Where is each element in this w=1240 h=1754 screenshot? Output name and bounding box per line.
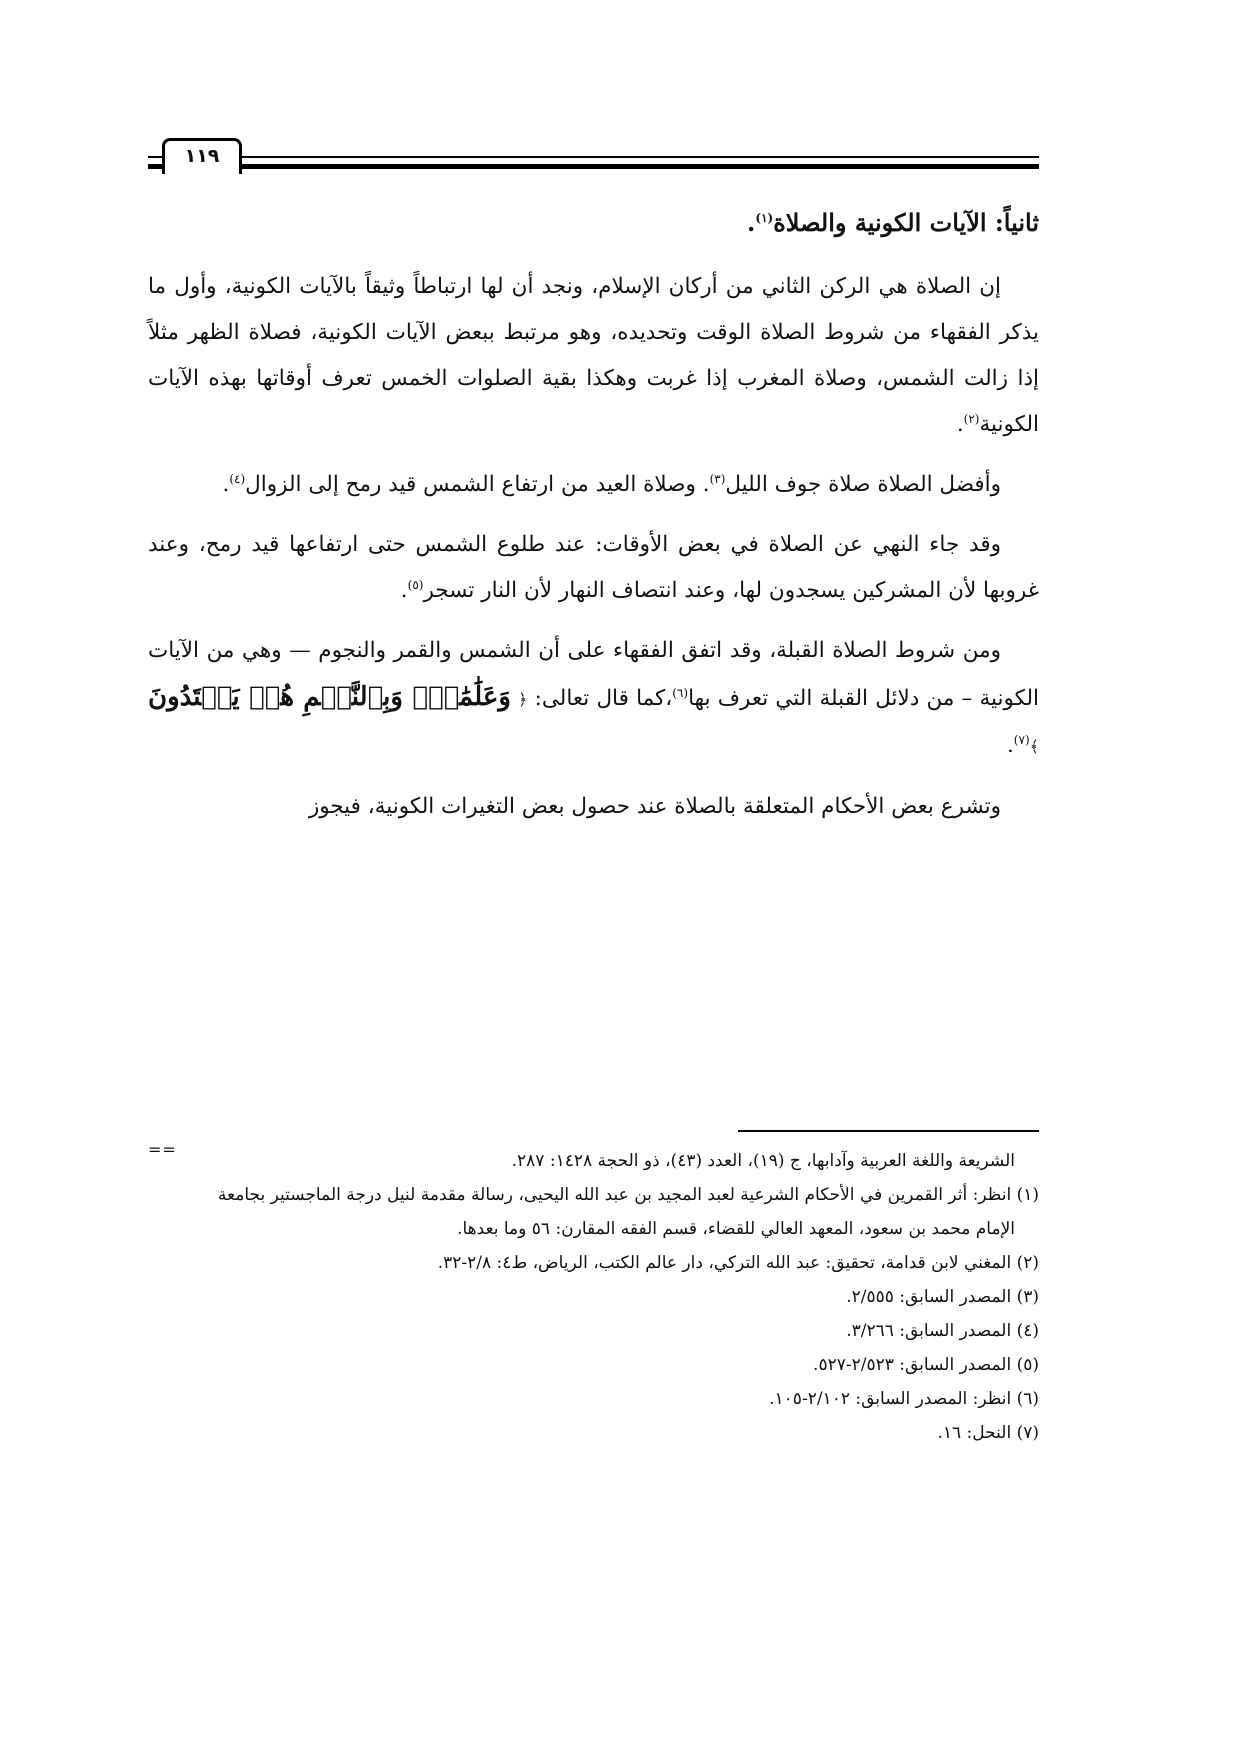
footnote-ref-4[interactable]: (٤) bbox=[229, 471, 246, 486]
section-heading: ثانياً: الآيات الكونية والصلاة$^{(١)}$. bbox=[747, 208, 1039, 237]
footnote-separator bbox=[738, 1130, 1039, 1132]
header-rule-thick bbox=[148, 164, 1039, 169]
footnote-5: (٥) المصدر السابق: ٢/٥٢٣-٥٢٧. bbox=[813, 1355, 1039, 1375]
footnote-ref-7[interactable]: (٧) bbox=[1013, 732, 1030, 747]
footnote-2: (٢) المغني لابن قدامة، تحقيق: عبد الله التركي، دار عالم الكتب، الرياض، ط٤: ٢/٨-٣٢. bbox=[437, 1253, 1039, 1273]
header-rule-thin bbox=[148, 156, 1039, 158]
paragraph-1: إن الصلاة هي الركن الثاني من أركان الإسلام، ونجد أن لها ارتباطاً وثيقاً بالآيات الكونية، وأول ما يذكر الفقهاء من شروط الصلاة الوقت وتحديده، وهو مرتبط ببعض الآيات الكونية، فصلاة الظهر مثلاً إذا زالت الشمس، وصلاة المغرب إذا غربت وهكذا بقية الصلوات الخمس تعرف أوقاتها بهذه الآيات الكونية$^{(٢)}$. bbox=[148, 274, 1039, 437]
ayah-close-ornament: ﴾ bbox=[1029, 737, 1039, 756]
footnote-3: (٣) المصدر السابق: ٢/٥٥٥. bbox=[846, 1287, 1039, 1307]
footnote-continuation-marker: == bbox=[148, 1140, 177, 1159]
paragraph-5 bbox=[148, 784, 1039, 830]
footnote-ref-1[interactable]: (١) bbox=[755, 211, 774, 225]
footnote-ref-5[interactable]: (٥) bbox=[407, 577, 424, 592]
paragraph-4: ومن شروط الصلاة القبلة، وقد اتفق الفقهاء على أن الشمس والقمر والنجوم — وهي من الآيات الكونية – من دلائل القبلة التي تعرف بها$^{(٦)}$،كما قال تعالى: ﴿ وَعَلَٰمَٰتٖۚ وَبِٱلنَّجۡمِ هُمۡ يَهۡتَدُونَ ﴾$^{(٧)}$. bbox=[148, 638, 1039, 758]
quran-verse: وَعَلَٰمَٰتٖۚ وَبِٱلنَّجۡمِ هُمۡ يَهۡتَدُونَ bbox=[148, 682, 511, 712]
footnotes bbox=[148, 1146, 1039, 1452]
paragraph-2-text-a: وأفضل الصلاة صلاة جوف الليل bbox=[725, 472, 1001, 497]
paragraph-4-text-b: ،كما قال تعالى: bbox=[527, 686, 673, 711]
footnote-continuation: الشريعة واللغة العربية وآدابها، ج (١٩)، العدد (٤٣)، ذو الحجة ١٤٢٨: ٢٨٧. bbox=[511, 1151, 1015, 1171]
footnote-ref-2[interactable]: (٢) bbox=[963, 411, 980, 426]
footnote-6: (٦) انظر: المصدر السابق: ٢/١٠٢-١٠٥. bbox=[769, 1389, 1039, 1409]
paragraph-3-text: وقد جاء النهي عن الصلاة في بعض الأوقات: عند طلوع الشمس حتى ارتفاعها قيد رمح، وعند غروبها لأن المشركين يسجدون لها، وعند انتصاف النهار لأن النار تسجر bbox=[148, 532, 1039, 603]
paragraph-4-text-a: ومن شروط الصلاة القبلة، وقد اتفق الفقهاء على أن الشمس والقمر والنجوم — وهي من الآيات الكونية – من دلائل القبلة التي تعرف بها bbox=[148, 638, 1039, 711]
footnote-1: (١) انظر: أثر القمرين في الأحكام الشرعية لعبد المجيد بن عبد الله اليحيى، رسالة مقدمة لنيل درجة الماجستير بجامعة bbox=[217, 1185, 1039, 1205]
footnote-ref-3[interactable]: (٣) bbox=[709, 471, 726, 486]
heading-text: ثانياً: الآيات الكونية والصلاة bbox=[773, 208, 1039, 237]
paragraph-3: وقد جاء النهي عن الصلاة في بعض الأوقات: عند طلوع الشمس حتى ارتفاعها قيد رمح، وعند غروبها لأن المشركين يسجدون لها، وعند انتصاف النهار لأن النار تسجر$^{(٥)}$. bbox=[148, 532, 1039, 603]
paragraph-1-text: إن الصلاة هي الركن الثاني من أركان الإسلام، ونجد أن لها ارتباطاً وثيقاً بالآيات الكونية، وأول ما يذكر الفقهاء من شروط الصلاة الوقت وتحديده، وهو مرتبط ببعض الآيات الكونية، فصلاة الظهر مثلاً إذا زالت الشمس، وصلاة المغرب إذا غربت وهكذا بقية الصلوات الخمس تعرف أوقاتها بهذه الآيات الكونية bbox=[148, 274, 1039, 437]
main-text bbox=[148, 188, 1039, 844]
footnote-1-continued: الإمام محمد بن سعود، المعهد العالي للقضاء، قسم الفقه المقارن: ٥٦ وما بعدها. bbox=[457, 1219, 1015, 1239]
footnote-ref-6[interactable]: (٦) bbox=[672, 685, 689, 700]
paragraph-2: وأفضل الصلاة صلاة جوف الليل$^{(٣)}$. وصلاة العيد من ارتفاع الشمس قيد رمح إلى الزوال$^{(٤)}$. bbox=[222, 471, 1001, 497]
ayah-open-ornament: ﴿ bbox=[518, 690, 528, 709]
footnote-7: (٧) النحل: ١٦. bbox=[937, 1423, 1039, 1443]
paragraph-5-text: وتشرع بعض الأحكام المتعلقة بالصلاة عند حصول بعض التغيرات الكونية، فيجوز bbox=[308, 794, 1001, 819]
paragraph-2-text-b: . وصلاة العيد من ارتفاع الشمس قيد رمح إلى الزوال bbox=[245, 472, 710, 497]
footnote-4: (٤) المصدر السابق: ٣/٢٦٦. bbox=[846, 1321, 1039, 1341]
page-number: ١١٩ bbox=[162, 138, 242, 174]
